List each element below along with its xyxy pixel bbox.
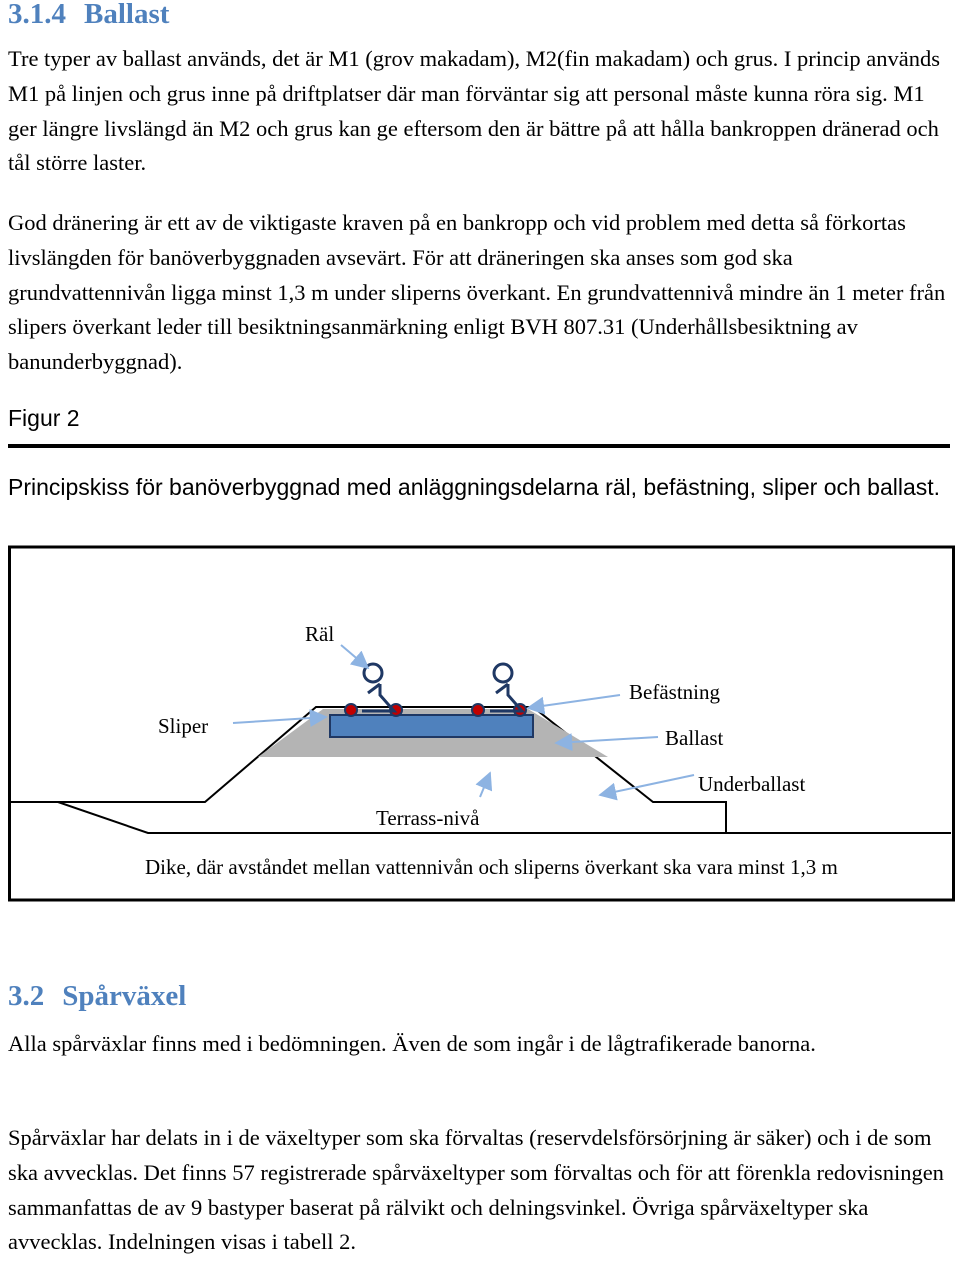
track-cross-section-diagram xyxy=(8,545,955,902)
figure-label: Figur 2 xyxy=(8,405,80,431)
label-formation: Terrass-nivå xyxy=(376,806,480,830)
label-subballast: Underballast xyxy=(698,772,806,796)
rail-left xyxy=(362,664,394,711)
section-heading-switch xyxy=(8,980,186,1013)
label-fastening: Befästning xyxy=(629,680,720,704)
section-number: 3.1.4 xyxy=(8,0,66,30)
formation-arrow xyxy=(480,773,490,797)
fastening-arrow xyxy=(528,695,620,708)
sleeper-shape xyxy=(330,715,533,737)
rail-group xyxy=(362,664,522,711)
label-sleeper: Sliper xyxy=(158,714,209,738)
paragraph-drainage: God dränering är ett av de viktigaste kraven på en bankropp och vid problem med detta så förkortas livslängden för banöverbyggnaden avsevärt. För att dräneringen ska anses som god ska grundvattennivån ligga minst 1,3 m under sliperns överkant. En grundvattennivå mindre än 1 meter från slipers överkant leder till besiktningsanmärkning enligt BVH 807.31 (Underhållsbesiktning av banunderbyggnad). xyxy=(8,210,946,375)
fastening-clip xyxy=(345,704,357,716)
label-ballast: Ballast xyxy=(665,726,724,750)
paragraph-switch-scope: Alla spårväxlar finns med i bedömningen. Även de som ingår i de lågtrafikerade banorna. xyxy=(8,1031,816,1056)
paragraph-ballast-types: Tre typer av ballast används, det är M1 (grov makadam), M2(fin makadam) och grus. I princip används M1 på linjen och grus inne på driftplatser där man förväntar sig att personal måste kunna röra sig. M1 ger längre livslängd än M2 och grus kan ge eftersom den är bättre på att hålla bankroppen dränerad och tål större laster. xyxy=(8,46,941,176)
fastening-clip xyxy=(472,704,484,716)
subballast-arrow xyxy=(600,775,694,795)
label-rail: Räl xyxy=(305,622,335,646)
track-cross-section-figure xyxy=(8,545,955,902)
ditch-line xyxy=(11,802,951,833)
rail-right xyxy=(490,664,522,711)
label-ditch: Dike, där avståndet mellan vattennivån och sliperns överkant ska vara minst 1,3 m xyxy=(145,855,838,879)
section-title: Ballast xyxy=(84,0,170,30)
section-title: Spårväxel xyxy=(62,980,187,1012)
rail-arrow xyxy=(341,645,368,668)
section-heading-ballast xyxy=(8,0,169,31)
paragraph-switch-types: Spårväxlar har delats in i de växeltyper som ska förvaltas (reservdelsförsörjning är säker) och i de som ska avvecklas. Det finns 57 registrerade spårväxeltyper som förvaltas och för att förenkla redovisningen sammanfattas de av 9 bastyper baserat på rälvikt och delningsvinkel. Övriga spårväxeltyper ska avvecklas. Indelningen visas i tabell 2. xyxy=(8,1125,944,1255)
figure-caption: Principskiss för banöverbyggnad med anläggningsdelarna räl, befästning, sliper och ballast. xyxy=(8,474,941,500)
figure-divider xyxy=(8,444,950,448)
section-number: 3.2 xyxy=(8,980,45,1012)
